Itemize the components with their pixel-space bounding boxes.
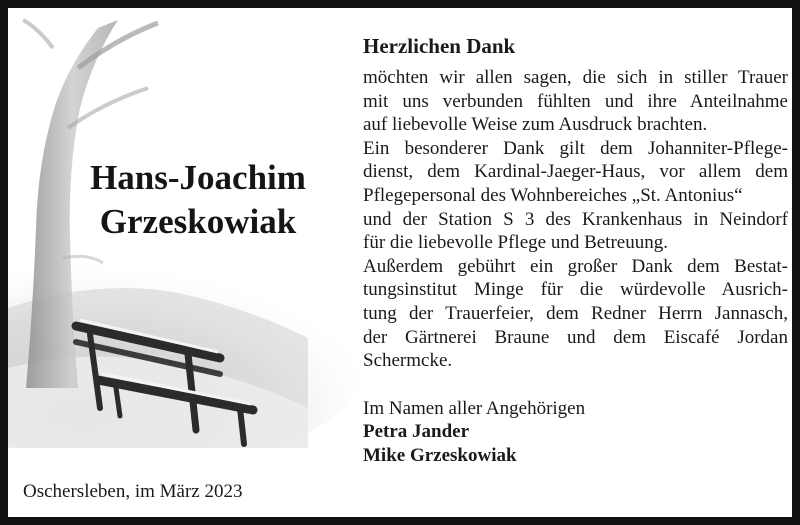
- body-line: tung der Trauerfeier, dem Redner Herrn Jannasch,: [363, 302, 788, 324]
- spacer: [363, 373, 788, 397]
- body-line: möchten wir allen sagen, die sich in stiller Trauer: [363, 67, 788, 88]
- body-line: Außerdem gebührt ein großer Dank dem Bestat-: [363, 255, 788, 277]
- tree-branch: [23, 20, 53, 48]
- body-line: mit uns verbunden fühlten und ihre Anteilnahme: [363, 90, 788, 112]
- name-line-last: Grzeskowiak: [99, 202, 297, 241]
- thank-you-text: [363, 32, 788, 468]
- place-and-date: Oschersleben, im März 2023: [23, 481, 243, 502]
- name-line-first: Hans-Joachim: [90, 158, 306, 197]
- body-line: der Gärtnerei Braune und dem Eiscafé Jordan: [363, 326, 788, 348]
- deceased-name: [48, 156, 348, 244]
- body-line: Pflegepersonal des Wohnbereiches „St. Antonius“: [363, 184, 743, 206]
- body-line: dienst, dem Kardinal-Jaeger-Haus, vor allem dem: [363, 161, 788, 183]
- body-line: auf liebevolle Weise zum Ausdruck brachten.: [363, 114, 708, 136]
- signatory-name: Mike Grzeskowiak: [363, 444, 517, 466]
- heading: Herzlichen Dank: [363, 34, 516, 58]
- signatory-name: Petra Jander: [363, 421, 470, 443]
- body-line: und der Station S 3 des Krankenhaus in Neindorf: [363, 208, 788, 230]
- body-line: tungsinstitut Minge für die würdevolle Ausrich-: [363, 279, 788, 301]
- closing-line: Im Namen aller Angehörigen: [363, 397, 586, 419]
- body-line: für die liebevolle Pflege und Betreuung.: [363, 232, 668, 254]
- body-line: Ein besonderer Dank gilt dem Johanniter-Pflege-: [363, 137, 788, 159]
- body-line: Schermcke.: [363, 350, 453, 372]
